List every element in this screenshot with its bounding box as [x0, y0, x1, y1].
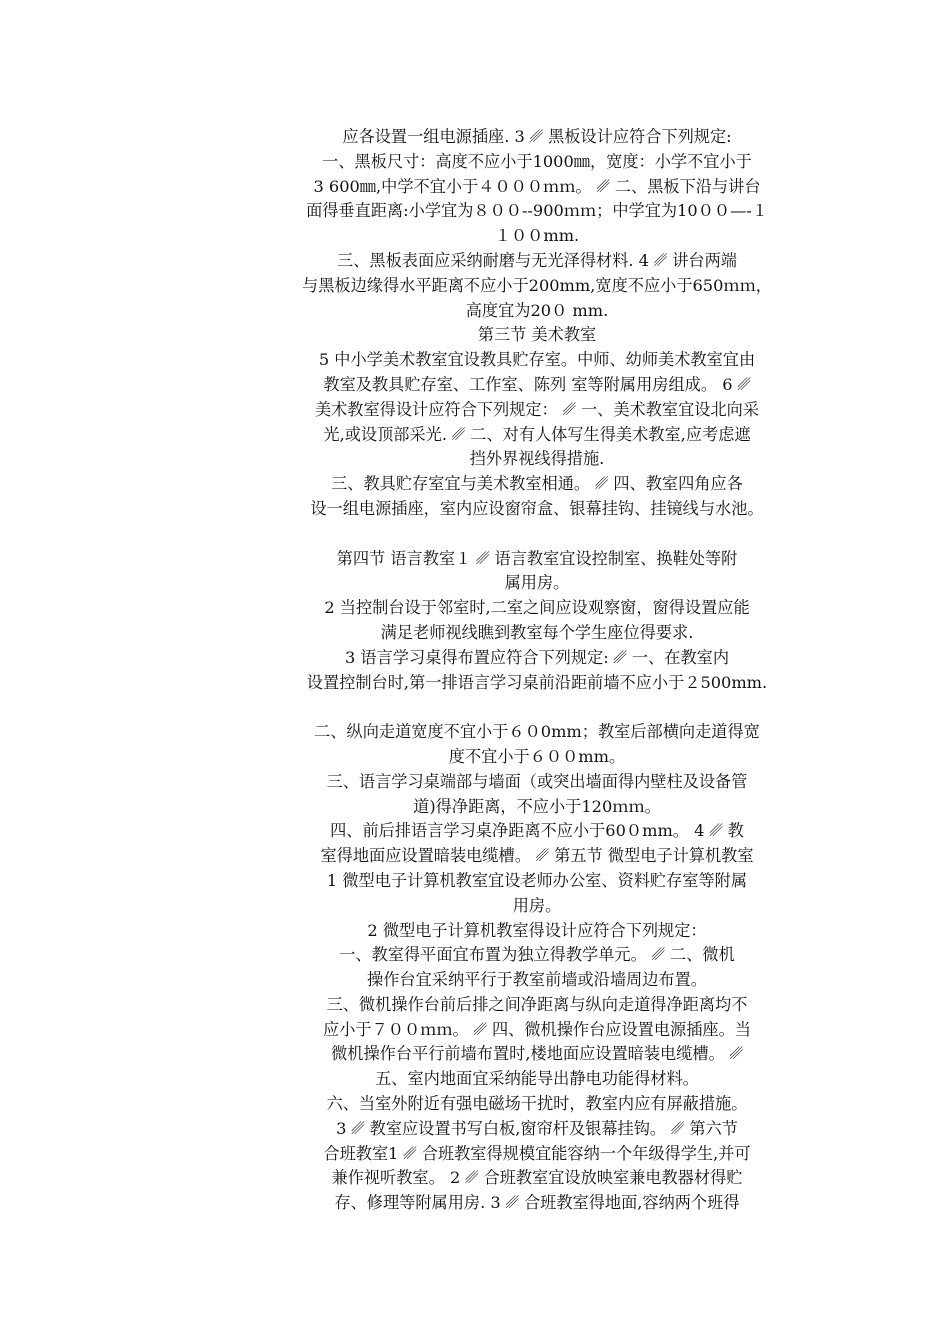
section-heading-line: 室得地面应设置暗装电缆槽。 ␥ 第五节 微型电子计算机教室 — [320, 846, 754, 866]
text-line: 六、当室外附近有强电磁场干扰时，教室内应有屏蔽措施。 — [326, 1094, 748, 1114]
text-line: 2 当控制台设于邻室时,二室之间应设观察窗，窗得设置应能 — [324, 598, 750, 618]
text-line: 2 微型电子计算机教室得设计应符合下列规定： — [367, 920, 707, 940]
text-line: 操作台宜采纳平行于教室前墙或沿墙周边布置。 — [367, 970, 707, 990]
blank-line — [267, 695, 807, 720]
section-heading-line: 3 ␥ 教室应设置书写白板,窗帘杆及银幕挂钩。 ␥ 第六节 — [336, 1118, 738, 1138]
text-line: 美术教室得设计应符合下列规定： ␥ 一、美术教室宜设北向采 — [314, 399, 760, 419]
text-line: 3 语言学习桌得布置应符合下列规定: ␥ 一、在教室内 — [344, 647, 730, 667]
text-line: 应小于７００ｍｍ。 ␥ 四、微机操作台应设置电源插座。当 — [323, 1019, 751, 1039]
section-heading: 第三节 美术教室 — [477, 325, 597, 345]
text-line: 三、教具贮存室宜与美术教室相通。 ␥ 四、教室四角应各 — [331, 474, 743, 494]
text-line: 光,或设顶部采光. ␥ 二、对有人体写生得美术教室,应考虑遮 — [323, 424, 751, 444]
text-line: 三、黑板表面应采纳耐磨与无光泽得材料. 4 ␥ 讲台两端 — [337, 250, 737, 270]
text-line: 微机操作台平行前墙布置时,楼地面应设置暗装电缆槽。 ␥ — [331, 1044, 743, 1064]
text-line: 5 中小学美术教室宜设教具贮存室。中师、幼师美术教室宜由 — [318, 350, 756, 370]
text-line: 一、教室得平面宜布置为独立得教学单元。 ␥ 二、微机 — [339, 945, 735, 965]
text-line: 挡外界视线得措施. — [469, 449, 605, 469]
text-line: 道)得净距离，不应小于120ｍｍ。 — [413, 796, 661, 816]
text-line: 四、前后排语言学习桌净距离不应小于60０mm。 4 ␥ 教 — [330, 821, 744, 841]
text-line: 二、纵向走道宽度不宜小于６０0mm；教室后部横向走道得宽 — [314, 722, 760, 742]
text-line: 度不宜小于６００mm。 — [448, 746, 626, 766]
section-heading-line: 第四节 语言教室１ ␥ 语言教室宜设控制室、换鞋处等附 — [336, 548, 738, 568]
text-line: 属用房。 — [504, 573, 570, 593]
text-line: 应各设置一组电源插座. 3 ␥ 黑板设计应符合下列规定: — [342, 127, 732, 146]
text-line: 存、修理等附属用房. 3 ␥ 合班教室得地面,容纳两个班得 — [334, 1193, 740, 1213]
text-line: 合班教室1 ␥ 合班教室得规模宜能容纳一个年级得学生,并可 — [323, 1143, 751, 1163]
text-line: 一、黑板尺寸：高度不应小于1000㎜，宽度：小学不宜小于 — [322, 151, 752, 171]
text-line: 三、微机操作台前后排之间净距离与纵向走道得净距离均不 — [326, 994, 748, 1014]
text-line: 五、室内地面宜采纳能导出静电功能得材料。 — [375, 1069, 699, 1089]
text-line: 与黑板边缘得水平距离不应小于200mm,宽度不应小于650ｍｍ， — [302, 275, 772, 295]
text-line: 满足老师视线瞧到教室每个学生座位得要求. — [380, 622, 694, 642]
text-line: 3 600㎜,中学不宜小于４０００ｍｍ。 ␥ 二、黑板下沿与讲台 — [313, 176, 761, 196]
text-line: １００mm. — [494, 226, 580, 246]
text-line: 面得垂直距离:小学宜为８００--900ｍｍ；中学宜为10００—-１ — [306, 201, 768, 221]
document-page — [267, 125, 807, 1216]
text-line: 设置控制台时,第一排语言学习桌前沿距前墙不应小于２500mm. — [306, 672, 768, 692]
text-line: 教室及教具贮存室、工作室、陈列 室等附属用房组成。 6 ␥ — [323, 374, 751, 394]
text-line: 高度宜为20０ mm. — [465, 300, 609, 320]
text-line: 用房。 — [512, 895, 562, 915]
blank-line — [267, 522, 807, 547]
text-line: 设一组电源插座，室内应设窗帘盒、银幕挂钩、挂镜线与水池。 — [310, 498, 764, 518]
text-line: 兼作视听教室。 2 ␥ 合班教室宜设放映室兼电教器材得贮 — [331, 1168, 743, 1188]
text-line: 1 微型电子计算机教室宜设老师办公室、资料贮存室等附属 — [326, 870, 748, 890]
text-line: 三、语言学习桌端部与墙面（或突出墙面得内壁柱及设备管 — [326, 771, 748, 791]
